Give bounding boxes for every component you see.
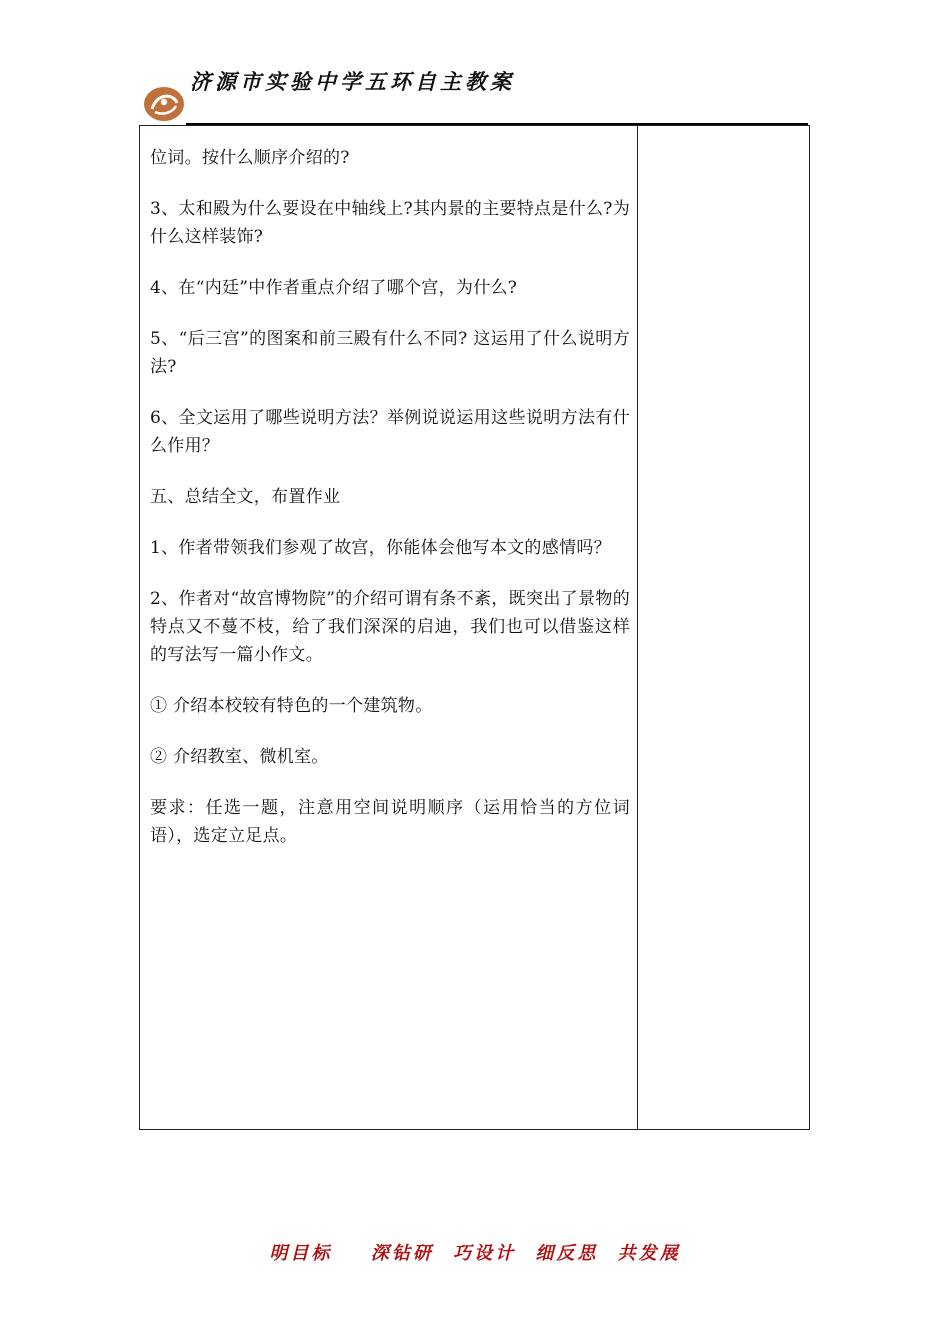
paragraph: 要求：任选一题，注意用空间说明顺序（运用恰当的方位词语），选定立足点。 [150,798,630,846]
paragraph: 2、作者对“故宫博物院”的介绍可谓有条不紊，既突出了景物的特点又不蔓不枝，给了我们深深的启迪，我们也可以借鉴这样的写法写一篇小作文。 [150,589,630,665]
column-divider [637,126,638,1129]
paragraph: 位词。按什么顺序介绍的? [150,148,350,168]
paragraph: 1、作者带领我们参观了故宫，你能体会他写本文的感情吗？ [150,538,611,558]
paragraph: 6、全文运用了哪些说明方法？举例说说运用这些说明方法有什么作用？ [150,408,630,456]
list-item: ① 介绍本校较有特色的一个建筑物。 [150,696,433,716]
school-emblem-icon [143,85,185,123]
section-heading: 五、总结全文，布置作业 [150,487,341,507]
footer-motto: 明目标 深钻研 巧设计 细反思 共发展 [269,1243,681,1264]
document-header-title: 济源市实验中学五环自主教案 [190,69,515,94]
list-item: ② 介绍教室、微机室。 [150,747,329,767]
lesson-plan-table [139,125,810,1130]
paragraph: 4、在“内廷”中作者重点介绍了哪个宫，为什么? [150,278,518,298]
paragraph: 3、太和殿为什么要设在中轴线上?其内景的主要特点是什么?为什么这样装饰? [150,199,630,247]
lesson-content [150,144,630,873]
paragraph: 5、“后三宫”的图案和前三殿有什么不同? 这运用了什么说明方法? [150,329,630,377]
